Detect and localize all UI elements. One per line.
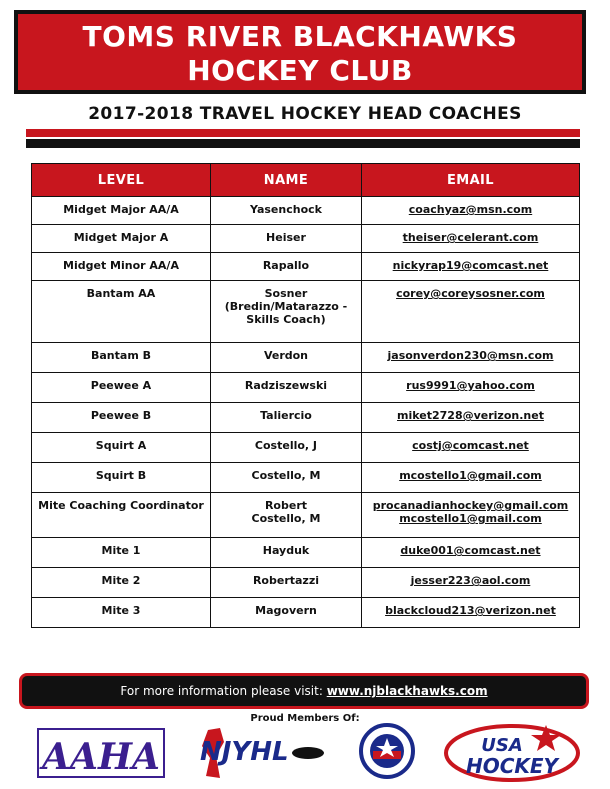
email-link[interactable]: jesser223@aol.com	[410, 574, 531, 587]
name-cell	[211, 433, 362, 463]
table-row	[32, 225, 580, 253]
name-cell	[211, 493, 362, 538]
coach-name-line: (Bredin/Matarazzo -	[224, 300, 348, 313]
email-link[interactable]: duke001@comcast.net	[400, 544, 541, 557]
coach-name-line: Yasenchock	[250, 203, 322, 216]
level-cell: Peewee B	[32, 403, 211, 433]
hockey-logo-text: HOCKEY	[465, 754, 559, 778]
coach-name-line: Robert	[264, 499, 307, 512]
coach-name-line: Costello, J	[254, 439, 318, 452]
coach-name-line: Skills Coach)	[246, 313, 326, 326]
header-level: LEVEL	[32, 164, 211, 197]
table-row	[32, 373, 580, 403]
email-cell	[361, 463, 579, 493]
email-cell	[361, 373, 579, 403]
nyhl-logo	[196, 722, 331, 782]
aaha-logo-text: AAHA	[42, 736, 160, 778]
name-cell	[211, 568, 362, 598]
email-link[interactable]: theiser@celerant.com	[402, 231, 539, 244]
name-cell	[211, 403, 362, 433]
info-bar	[22, 676, 586, 706]
email-link[interactable]: mcostello1@gmail.com	[399, 512, 542, 525]
coach-name-line: Taliercio	[260, 409, 312, 422]
name-cell	[211, 281, 362, 343]
level-cell: Mite 3	[32, 598, 211, 628]
level-cell: Peewee A	[32, 373, 211, 403]
proud-members-label: Proud Members Of:	[250, 713, 360, 724]
email-cell	[361, 433, 579, 463]
name-cell	[211, 225, 362, 253]
table-row	[32, 598, 580, 628]
level-cell: Mite Coaching Coordinator	[32, 493, 211, 538]
page-subtitle: 2017-2018 TRAVEL HOCKEY HEAD COACHES	[88, 104, 522, 124]
website-link[interactable]: www.njblackhawks.com	[326, 684, 488, 698]
puck-icon	[292, 747, 324, 759]
email-link[interactable]: miket2728@verizon.net	[397, 409, 544, 422]
coach-name-line: Rapallo	[262, 259, 310, 272]
coaches-table	[31, 163, 580, 628]
email-link[interactable]: procanadianhockey@gmail.com	[372, 499, 569, 512]
nyhl-logo-text: NJYHL	[200, 737, 289, 767]
name-cell	[211, 253, 362, 281]
table-row	[32, 463, 580, 493]
email-cell	[361, 568, 579, 598]
table-row	[32, 343, 580, 373]
name-cell	[211, 197, 362, 225]
coach-name-line: Heiser	[266, 231, 306, 244]
level-cell: Midget Major AA/A	[32, 197, 211, 225]
email-link[interactable]: coachyaz@msn.com	[408, 203, 533, 216]
table-row	[32, 568, 580, 598]
coach-name-line: Costello, M	[251, 469, 321, 482]
name-cell	[211, 343, 362, 373]
email-link[interactable]: rus9991@yahoo.com	[406, 379, 535, 392]
table-row	[32, 403, 580, 433]
name-cell	[211, 373, 362, 403]
red-divider-stripe	[26, 129, 580, 137]
table-row	[32, 253, 580, 281]
email-link[interactable]: jasonverdon230@msn.com	[387, 349, 554, 362]
table-header-row	[32, 164, 580, 197]
league-emblem-logo	[358, 722, 416, 780]
level-cell: Squirt A	[32, 433, 211, 463]
info-text: For more information please visit:	[120, 684, 323, 698]
email-cell	[361, 493, 579, 538]
name-cell	[211, 538, 362, 568]
coach-name-line: Sosner	[264, 287, 308, 300]
email-link[interactable]: blackcloud213@verizon.net	[385, 604, 556, 617]
level-cell: Squirt B	[32, 463, 211, 493]
email-cell	[361, 197, 579, 225]
email-link[interactable]: mcostello1@gmail.com	[399, 469, 542, 482]
table-row	[32, 281, 580, 343]
email-cell	[361, 598, 579, 628]
table-row	[32, 433, 580, 463]
title-banner	[14, 10, 586, 94]
email-link[interactable]: costj@comcast.net	[412, 439, 529, 452]
name-cell	[211, 463, 362, 493]
email-cell	[361, 253, 579, 281]
email-cell	[361, 343, 579, 373]
email-cell	[361, 403, 579, 433]
aaha-logo	[36, 725, 166, 780]
title-line-1: TOMS RIVER BLACKHAWKS	[82, 20, 518, 53]
usa-hockey-logo	[442, 721, 582, 783]
header-name: NAME	[211, 164, 362, 197]
level-cell: Mite 1	[32, 538, 211, 568]
title-line-2: HOCKEY CLUB	[187, 54, 413, 87]
name-cell	[211, 598, 362, 628]
level-cell: Midget Major A	[32, 225, 211, 253]
coach-name-line: Costello, M	[251, 512, 321, 525]
email-cell	[361, 281, 579, 343]
black-divider-stripe	[26, 139, 580, 148]
email-link[interactable]: nickyrap19@comcast.net	[392, 259, 549, 272]
table-row	[32, 538, 580, 568]
level-cell: Mite 2	[32, 568, 211, 598]
email-cell	[361, 225, 579, 253]
table-row	[32, 493, 580, 538]
coach-name-line: Robertazzi	[252, 574, 319, 587]
coach-name-line: Verdon	[263, 349, 309, 362]
table-row	[32, 197, 580, 225]
email-link[interactable]: corey@coreysosner.com	[396, 287, 545, 300]
header-email: EMAIL	[361, 164, 579, 197]
level-cell: Bantam B	[32, 343, 211, 373]
coach-name-line: Hayduk	[262, 544, 310, 557]
coach-name-line: Radziszewski	[244, 379, 328, 392]
level-cell: Bantam AA	[32, 281, 211, 343]
table-body	[32, 197, 580, 628]
email-cell	[361, 538, 579, 568]
coach-name-line: Magovern	[255, 604, 317, 617]
level-cell: Midget Minor AA/A	[32, 253, 211, 281]
usa-logo-text: USA	[481, 735, 523, 756]
